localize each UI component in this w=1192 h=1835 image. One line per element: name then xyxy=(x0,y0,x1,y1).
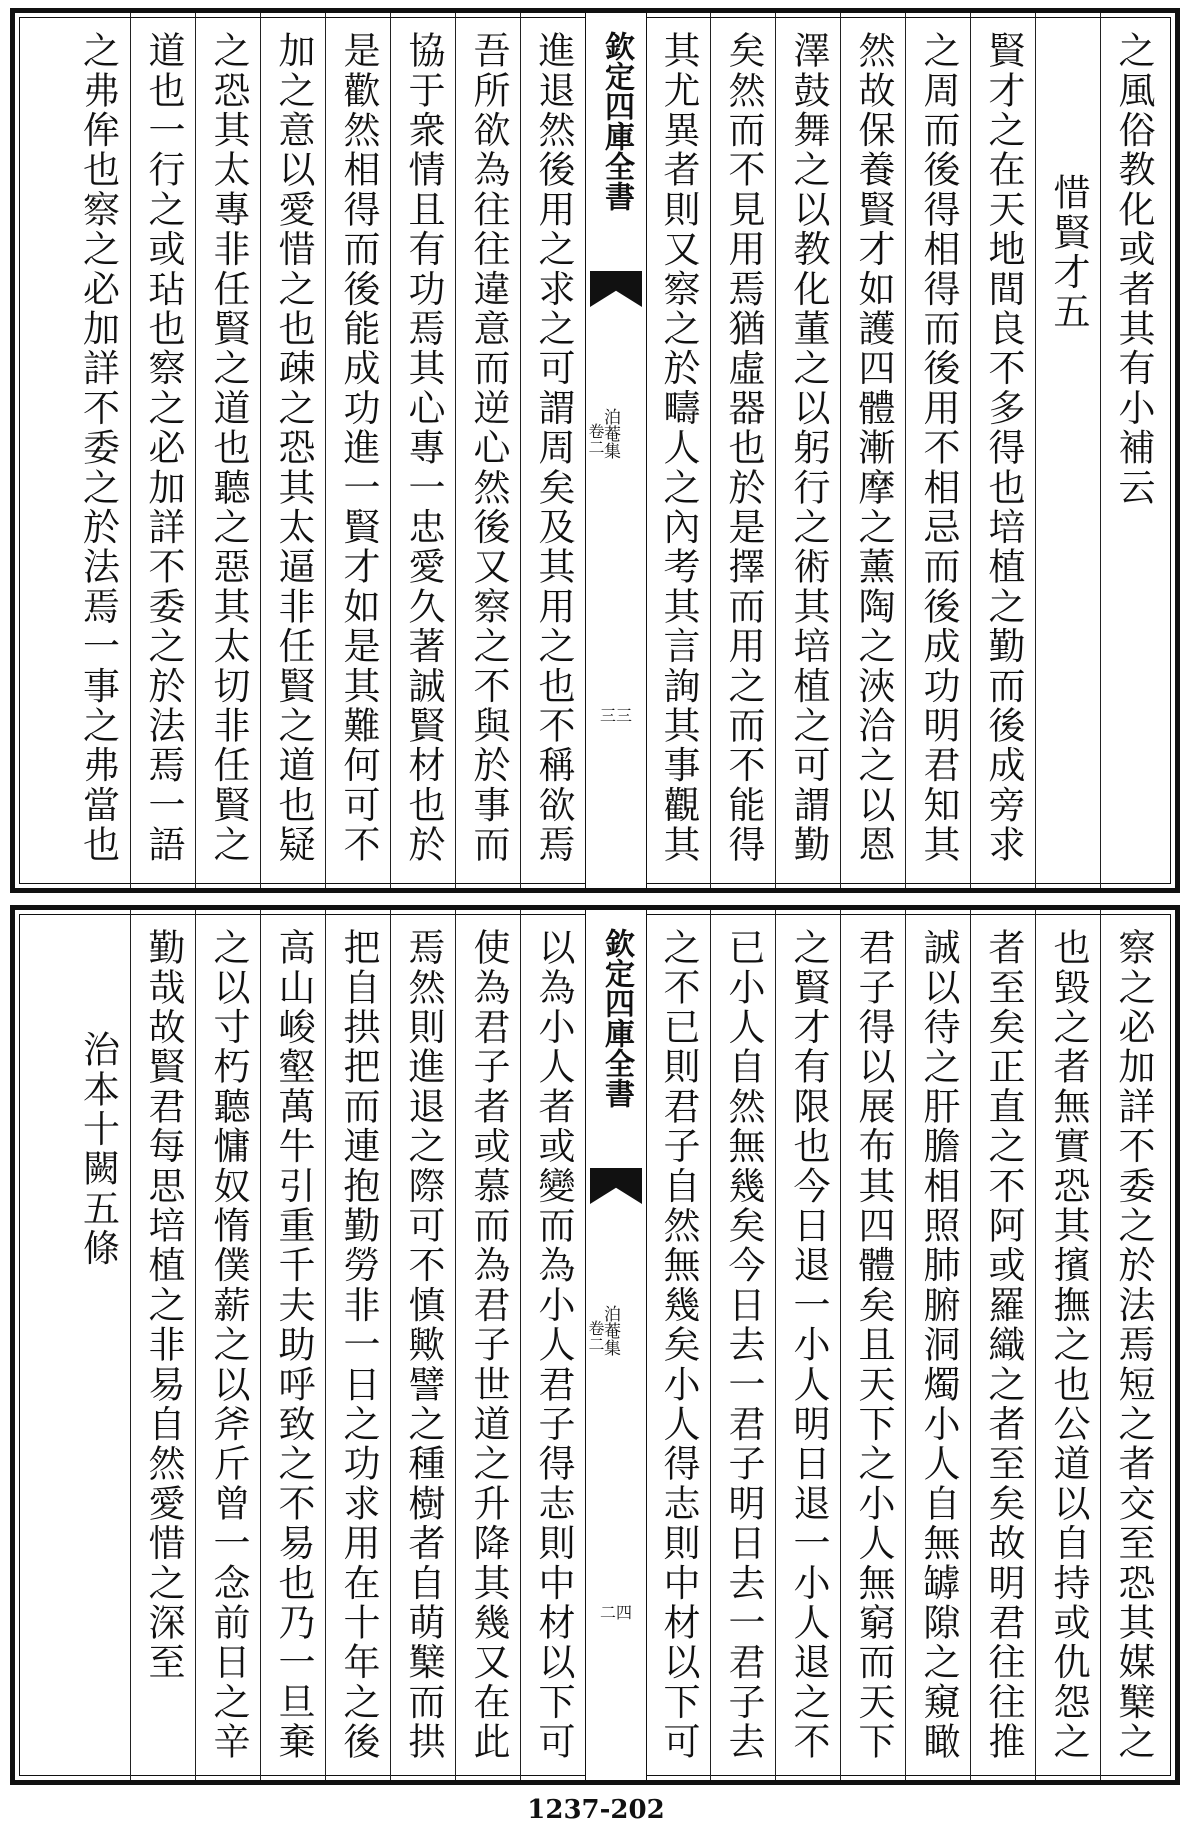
column-text: 是歡然相得而後能成功進一賢才如是其難何可不 xyxy=(337,31,380,865)
column-text: 之賢才有限也今日退一小人明日退一小人退之不 xyxy=(787,928,830,1762)
text-column xyxy=(260,13,325,888)
text-column xyxy=(840,910,905,1780)
column-text: 惜賢才五 xyxy=(1047,173,1090,332)
text-column xyxy=(970,13,1035,888)
column-text: 賢才之在天地間良不多得也培植之勤而後成旁求 xyxy=(982,31,1025,865)
text-column xyxy=(710,910,775,1780)
text-column xyxy=(970,910,1035,1780)
column-text: 澤鼓舞之以教化董之以躬行之術其培植之可謂勤 xyxy=(787,31,830,865)
column-text: 之弗侔也察之必加詳不委之於法焉一事之弗當也 xyxy=(76,31,120,865)
text-column xyxy=(840,13,905,888)
column-text: 之恐其太專非任賢之道也聽之惡其太切非任賢之 xyxy=(207,31,250,865)
text-column xyxy=(905,910,970,1780)
column-text: 道也一行之或玷也察之必加詳不委之於法焉一語 xyxy=(142,31,185,865)
text-column xyxy=(130,13,195,888)
column-text: 矣然而不見用焉猶虛器也於是擇而用之而不能得 xyxy=(722,31,765,865)
text-column xyxy=(195,910,260,1780)
column-text: 也毀之者無實恐其擯撫之也公道以自持或仇怨之 xyxy=(1047,928,1090,1762)
column-text: 已小人自然無幾矣今日去一君子明日去一君子去 xyxy=(722,928,765,1762)
bottom-fold-column xyxy=(585,910,647,1780)
column-text: 焉然則進退之際可不慎歟譬之種樹者自萌櫱而拱 xyxy=(402,928,445,1762)
fold-page-number: 三三 xyxy=(599,706,632,725)
text-column xyxy=(455,13,520,888)
column-text: 然故保養賢才如護四體漸摩之薰陶之浹洽之以恩 xyxy=(852,31,895,865)
column-text: 使為君子者或慕而為君子世道之升降其幾又在此 xyxy=(467,928,510,1762)
text-column xyxy=(905,13,970,888)
column-text: 君子得以展布其四體矣且天下之小人無窮而天下 xyxy=(852,928,895,1762)
column-text: 加之意以愛惜之也疎之恐其太逼非任賢之道也疑 xyxy=(272,31,315,865)
fold-title: 欽定四庫全書 xyxy=(599,31,634,211)
text-column xyxy=(390,13,455,888)
text-column xyxy=(195,13,260,888)
fishtail-mark-icon xyxy=(590,271,642,307)
column-text: 勤哉故賢君每思培植之非易自然愛惜之深至 xyxy=(142,928,185,1683)
column-text: 者至矣正直之不阿或羅織之者至矣故明君往往推 xyxy=(982,928,1025,1762)
text-column xyxy=(390,910,455,1780)
text-column xyxy=(520,13,585,888)
text-column xyxy=(65,910,130,1780)
column-text: 之風俗教化或者其有小補云 xyxy=(1112,31,1155,508)
column-text: 察之必加詳不委之於法焉短之者交至恐其媒櫱之 xyxy=(1112,928,1155,1762)
fold-collection-name: 泊菴集 xyxy=(600,408,620,459)
column-text: 治本十闕五條 xyxy=(76,1030,120,1269)
text-column xyxy=(1035,13,1100,888)
column-text: 協于衆情且有功焉其心專一忠愛久著誠賢材也於 xyxy=(402,31,445,865)
column-text: 之以寸朽聽慵奴惰僕薪之以斧斤曾一念前日之辛 xyxy=(207,928,250,1762)
fold-volume: 卷二 xyxy=(586,423,605,455)
column-text: 進退然後用之求之可謂周矣及其用之也不稱欲焉 xyxy=(532,31,575,865)
fold-collection-name: 泊菴集 xyxy=(600,1305,620,1356)
text-column xyxy=(1100,13,1165,888)
text-column xyxy=(325,13,390,888)
text-column xyxy=(1100,910,1165,1780)
text-column xyxy=(65,13,130,888)
bottom-page xyxy=(10,905,1180,1785)
text-column xyxy=(455,910,520,1780)
text-column xyxy=(130,910,195,1780)
top-page xyxy=(10,8,1180,893)
fold-page-number: 二四 xyxy=(599,1603,632,1622)
column-text: 其尤異者則又察之於疇人之內考其言詢其事觀其 xyxy=(657,31,700,865)
footer-page-number: 1237-202 xyxy=(527,1795,665,1825)
column-text: 吾所欲為往往違意而逆心然後又察之不與於事而 xyxy=(467,31,510,865)
column-text: 之周而後得相得而後用不相忌而後成功明君知其 xyxy=(917,31,960,865)
text-column xyxy=(775,13,840,888)
column-text: 高山峻壑萬牛引重千夫助呼致之不易也乃一旦棄 xyxy=(272,928,315,1762)
column-text: 誠以待之肝膽相照肺腑洞燭小人自無罅隙之窺瞰 xyxy=(917,928,960,1762)
column-text: 以為小人者或變而為小人君子得志則中材以下可 xyxy=(532,928,575,1762)
text-column xyxy=(325,910,390,1780)
text-column xyxy=(1035,910,1100,1780)
top-fold-column xyxy=(585,13,647,888)
text-column xyxy=(260,910,325,1780)
text-column xyxy=(645,13,710,888)
text-column xyxy=(645,910,710,1780)
fishtail-mark-icon xyxy=(590,1168,642,1204)
text-column xyxy=(710,13,775,888)
fold-volume: 卷二 xyxy=(586,1320,605,1352)
column-text: 把自拱把而連抱勤勞非一日之功求用在十年之後 xyxy=(337,928,380,1762)
text-column xyxy=(520,910,585,1780)
text-column xyxy=(775,910,840,1780)
column-text: 之不已則君子自然無幾矣小人得志則中材以下可 xyxy=(657,928,700,1762)
fold-title: 欽定四庫全書 xyxy=(599,928,634,1108)
